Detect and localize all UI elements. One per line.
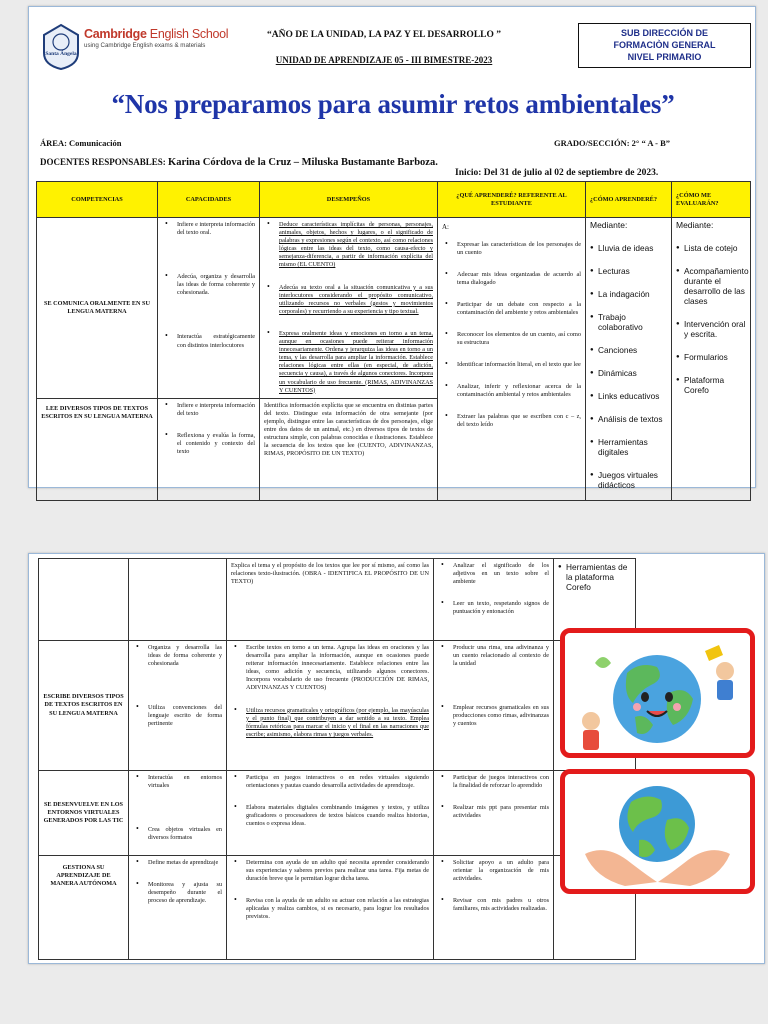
list-item: • Organiza y desarrolla las ideas de forma coherente y cohesionada [133, 644, 222, 668]
col-header-desempenos: DESEMPEÑOS [260, 182, 438, 218]
table-row [37, 218, 751, 399]
competence-cell: SE COMUNICA ORALMENTE EN SU LENGUA MATERNA [37, 218, 158, 399]
list-item: ● Lecturas [590, 266, 667, 276]
col-header-que-aprendere: ¿QUÉ APRENDERÉ? REFERENTE AL ESTUDIANTE [438, 182, 586, 218]
school-crest-logo [41, 23, 81, 71]
table-row [39, 771, 636, 856]
list-item: • Utiliza convenciones del lenguaje escrito de forma pertinente [133, 704, 222, 728]
list-item: • Deduce características implícitas de personas, personajes, animales, objetos, hechos y lugares, o el significado de palabras y expresiones según el contexto, así como relaciones lógicas entre las ideas del texto, como causa-efecto y semejanza-diferencia, a partir de información explícita del mismo (EL CUENTO) [264, 221, 433, 270]
performances-cell [227, 771, 434, 856]
col-header-como-evaluaran: ¿CÓMO ME EVALUARÁN? [672, 182, 751, 218]
list-item: ● La indagación [590, 289, 667, 299]
document-page-1 [28, 6, 756, 491]
table-row [39, 856, 636, 960]
capacities-cell [129, 856, 227, 960]
planning-table-continued [38, 558, 636, 960]
list-item: • Participar de juegos interactivos con la finalidad de reforzar lo aprendido [438, 774, 549, 790]
school-brand [84, 27, 234, 49]
document-page-2 [28, 553, 765, 964]
learning-cell: A: • Expresar las características de los personajes de un cuento • Adecuar mis ideas organizadas de acuerdo al tema dialogado • Participar de un debate con respecto a la contaminación del ambiente y retos ambientales • Reconocer los elementos de un cuento, así como su estructura • Identificar información literal, en el texto que lee • Analizar, inferir y reflexionar acerca de la contaminación ambiental y retos ambientales • Extraer las palabras que se escriben con c – z, del texto leído [438, 218, 586, 501]
competence-cell: LEE DIVERSOS TIPOS DE TEXTOS ESCRITOS EN SU LENGUA MATERNA [37, 398, 158, 500]
year-motto: “AÑO DE LA UNIDAD, LA PAZ Y EL DESARROLLO ” [266, 30, 502, 40]
list-item: • Revisa con la ayuda de un adulto su actuar con relación a las estrategias aplicadas y realiza cambios, si es necesario, para lograr los resultados previstos. [231, 897, 429, 921]
performances-cell: Explica el tema y el propósito de los textos que lee por sí mismo, así como las relaciones texto-ilustración. (OBRA - IDENTIFICA EL PROPÓSITO DE UN TEXTO) [227, 559, 434, 641]
list-item: • Analizar el significado de los adjetivos en un texto sobre el ambiente [438, 562, 549, 586]
competence-cell: SE DESENVUELVE EN LOS ENTORNOS VIRTUALES GENERADOS POR LAS TIC [39, 771, 129, 856]
learning-cell [434, 559, 554, 641]
earth-cartoon-icon [565, 633, 750, 753]
list-item: ● Formularios [676, 352, 746, 362]
col-header-competencias: COMPETENCIAS [37, 182, 158, 218]
list-item: • Participar de un debate con respecto a la contaminación del ambiente y retos ambientales [442, 301, 581, 317]
list-item: • Interactúa en entornos virtuales [133, 774, 222, 790]
evaluation-cell: Mediante: ● Lista de cotejo ● Acompañamiento durante el desarrollo de las clases ● Intervención oral y escrita. ● Formularios ● Plataforma Corefo [672, 218, 751, 501]
school-subtitle: using Cambridge English exams & materials [84, 42, 206, 49]
performances-cell [260, 218, 438, 399]
competence-cell: GESTIONA SU APRENDIZAJE DE MANERA AUTÓNOMA [39, 856, 129, 960]
list-item: • Utiliza recursos gramaticales y ortográficos (por ejemplo, las mayúsculas y el punto final) que contribuyen a dar sentido a su texto. Emplea fórmulas retóricas para marcar el inicio y el final en las narraciones que escribe; asimismo, elabora rimas y juegos verbales. [231, 707, 429, 739]
school-name: Cambridge English School [84, 27, 229, 41]
table-row [39, 641, 636, 771]
list-item: ● Análisis de textos [590, 414, 667, 424]
list-item: • Identificar información literal, en el texto que lee [442, 361, 581, 369]
capacities-cell [158, 398, 260, 500]
performances-cell [227, 641, 434, 771]
page-title: “Nos preparamos para asumir retos ambientales” [111, 89, 675, 119]
list-item: • Producir una rima, una adivinanza y un cuento relacionado al contexto de la unidad [438, 644, 549, 668]
grade-section-label: GRADO/SECCIÓN: 2° “ A - B” [554, 138, 671, 148]
list-item: ● Canciones [590, 345, 667, 355]
capacities-cell [129, 559, 227, 641]
subdirection-box: SUB DIRECCIÓN DE FORMACIÒN GENERAL NIVEL PRIMARIO [578, 23, 751, 68]
learning-cell [434, 641, 554, 771]
area-label: ÁREA: Comunicación [40, 138, 122, 148]
planning-table [36, 181, 751, 501]
list-item: ● Dinámicas [590, 368, 667, 378]
earth-children-illustration [560, 628, 755, 758]
list-item: ● Intervención oral y escrita. [676, 319, 746, 339]
competence-cell [39, 559, 129, 641]
list-item: ● Herramientas digitales [590, 437, 667, 457]
unit-title: UNIDAD DE APRENDIZAJE 05 - III BIMESTRE-2023 [275, 55, 493, 65]
list-item: • Reconocer los elementos de un cuento, así como su estructura [442, 331, 581, 347]
list-item: ● Lluvia de ideas [590, 243, 667, 253]
competence-cell: ESCRIBE DIVERSOS TIPOS DE TEXTOS ESCRITOS EN SU LENGUA MATERNA [39, 641, 129, 771]
capacities-cell [129, 771, 227, 856]
performances-cell: Identifica información explícita que se encuentra en distintas partes del texto. Distingue esta información de otra semejante (por ejemplo, distingue entre las características de dos personajes, elige entre dos datos de un animal, etc.) en diversos tipos de textos de estructura simple, con palabras conocidas e ilustraciones. Establece la secuencia de los textos que lee (CUENTO, ADIVINANZAS, RIMAS, PROPÓSITO DE UN TEXTO) [260, 398, 438, 500]
start-date: Inicio: Del 31 de julio al 02 de septiembre de 2023. [455, 168, 659, 178]
list-item: • Determina con ayuda de un adulto qué necesita aprender considerando sus experiencias y saberes previos para realizar una tarea. Fija metas de duración breve que le permitan lograr dicha tarea. [231, 859, 429, 883]
list-item: • Adecúa, organiza y desarrolla las ideas de forma coherente y cohesionada. [162, 273, 255, 297]
list-item: • Infiere e interpreta información del texto oral. [162, 221, 255, 237]
table-row [39, 559, 636, 641]
list-item: • Emplear recursos gramaticales en sus producciones como rimas, adivinanzas y cuentos [438, 704, 549, 728]
learning-cell [434, 771, 554, 856]
table-header-row [37, 182, 751, 218]
list-item: • Elabora materiales digitales combinando imágenes y textos, y utiliza graficadores o procesadores de textos básicos cuando realiza historias, cuentos o expresa ideas. [231, 804, 429, 828]
col-header-como-aprendere: ¿CÓMO APRENDERÉ? [586, 182, 672, 218]
list-item: • Define metas de aprendizaje [133, 859, 222, 867]
list-item: • Participa en juegos interactivos o en redes virtuales siguiendo orientaciones y pautas cuando desarrolla actividades de aprendizaje. [231, 774, 429, 790]
list-item: • Infiere e interpreta información del texto [162, 402, 255, 418]
list-item: ● Lista de cotejo [676, 243, 746, 253]
list-item: • Monitorea y ajusta su desempeño durante el proceso de aprendizaje. [133, 881, 222, 905]
capacities-cell [158, 218, 260, 399]
list-item: • Leer un texto, respetando signos de puntuación y entonación [438, 600, 549, 616]
earth-in-hands-illustration [560, 769, 755, 894]
list-item: • Crea objetos virtuales en diversos formatos [133, 826, 222, 842]
list-item: • Adecuar mis ideas organizadas de acuerdo al tema dialogado [442, 271, 581, 287]
list-item: • Extraer las palabras que se escriben con c – z, del texto leído [442, 413, 581, 429]
methods-cell: Mediante: ● Lluvia de ideas ● Lecturas ● La indagación ● Trabajo colaborativo ● Canciones ● Dinámicas ● Links educativos ● Análisis de textos ● Herramientas digitales ● Juegos virtuales didácticos [586, 218, 672, 501]
list-item: • Adecúa su texto oral a la situación comunicativa y a sus interlocutores considerando el propósito comunicativo, utilizando recursos no verbales (gestos y movimientos corporales) y recurriendo a su experiencia y tipo textual. [264, 284, 433, 316]
list-item: • Realizar mis ppt para presentar mis actividades [438, 804, 549, 820]
learning-cell [434, 856, 554, 960]
list-item: ● Trabajo colaborativo [590, 312, 667, 332]
list-item: • Escribe textos en torno a un tema. Agrupa las ideas en oraciones y las desarrolla para ampliar la información, aunque en ocasiones puede reiterar información innecesariamente. Establece relaciones entre las ideas, como adición y secuencia, utilizando algunos conectores. Incorpora vocabulario de uso frecuente (PRODUCCIÓN DE RIMAS, ADIVINANZAS Y CUENTOS) [231, 644, 429, 693]
list-item: ● Acompañamiento durante el desarrollo de las clases [676, 266, 746, 306]
svg-text:Santa Ángela: Santa Ángela [45, 51, 77, 57]
performances-cell [227, 856, 434, 960]
list-item: • Reflexiona y evalúa la forma, el contenido y contexto del texto [162, 432, 255, 456]
list-item: ● Plataforma Corefo [676, 375, 746, 395]
list-item: ● Links educativos [590, 391, 667, 401]
list-item: • Revisar con mis padres u otros familiares, mis actividades realizadas. [438, 897, 549, 913]
list-item: ● Herramientas de la plataforma Corefo [558, 562, 631, 592]
list-item: • Expresa oralmente ideas y emociones en torno a un tema, aunque en ocasiones puede reiterar información innecesariamente. Ordena y jerarquiza las ideas en torno a un tema, y las desarrolla para ampliar la información. Establece relaciones lógicas entre ellas (en especial, de adición, secuencia y causa), a través de algunos conectores. Incorpora un vocabulario de uso frecuente. (RIMAS, ADIVINANZAS Y CUENTOS) [264, 330, 433, 395]
list-item: ● Juegos virtuales didácticos [590, 470, 667, 490]
capacities-cell [129, 641, 227, 771]
teachers-line: DOCENTES RESPONSABLES: Karina Córdova de la Cruz – Miluska Bustamante Barboza. [40, 157, 438, 168]
earth-hands-icon [565, 774, 750, 889]
list-item: • Expresar las características de los personajes de un cuento [442, 241, 581, 257]
list-item: • Solicitar apoyo a un adulto para orientar la organización de mis actividades. [438, 859, 549, 883]
list-item: • Interactúa estratégicamente con distintos interlocutores [162, 333, 255, 349]
col-header-capacidades: CAPACIDADES [158, 182, 260, 218]
list-item: • Analizar, inferir y reflexionar acerca de la contaminación ambiental y retos ambientales [442, 383, 581, 399]
